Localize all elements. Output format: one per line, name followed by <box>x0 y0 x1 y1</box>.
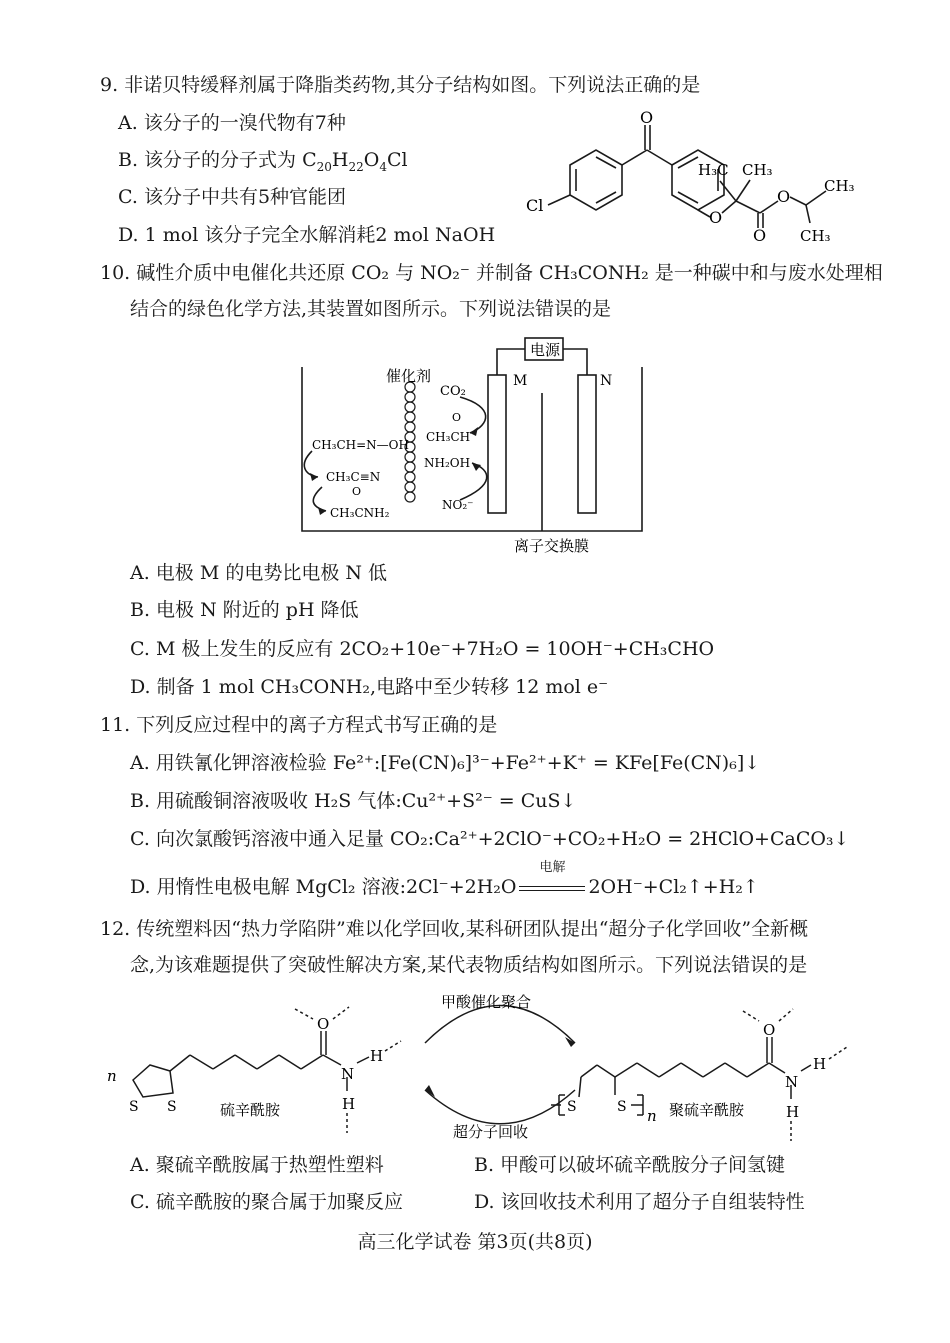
fenofibrate-o-ether: O <box>709 208 723 227</box>
polymer-h1: H <box>813 1055 827 1073</box>
monomer-n-atom: N <box>341 1065 355 1083</box>
q9-option-c: C. 该分子中共有5种官能团 <box>118 186 347 208</box>
aldehyde-o-label: O <box>452 411 462 424</box>
acetamide-label: CH₃CNH₂ <box>330 506 390 520</box>
q12-option-c: C. 硫辛酰胺的聚合属于加聚反应 <box>130 1191 403 1213</box>
oxime-label: CH₃CH=N—OH <box>312 438 409 452</box>
fenofibrate-h3c: H₃C <box>698 161 729 179</box>
power-label: 电源 <box>530 341 561 359</box>
monomer-s2: S <box>167 1099 177 1115</box>
fenofibrate-ch3-top: CH₃ <box>742 161 773 179</box>
q9-option-d: D. 1 mol 该分子完全水解消耗2 mol NaOH <box>118 224 496 246</box>
q12-stem-line1: 12. 传统塑料因“热力学陷阱”难以化学回收,某科研团队提出“超分子化学回收”全新概 <box>100 918 809 940</box>
q12-option-d: D. 该回收技术利用了超分子自组装特性 <box>474 1191 805 1213</box>
q9-stem: 9. 非诺贝特缓释剂属于降脂类药物,其分子结构如图。下列说法正确的是 <box>100 74 701 96</box>
q10-option-a: A. 电极 M 的电势比电极 N 低 <box>130 562 388 584</box>
fenofibrate-ch3-bottom: CH₃ <box>800 227 831 245</box>
q12-stem-line2: 念,为该难题提供了突破性解决方案,某代表物质结构如图所示。下列说法错误的是 <box>130 954 808 976</box>
monomer-h2: H <box>342 1095 356 1113</box>
q11-option-d: D. 用惰性电极电解 MgCl₂ 溶液:2Cl⁻+2H₂O 电解 2OH⁻+Cl₂↑+H₂↑ <box>130 860 759 898</box>
amide-o-label: O <box>352 485 362 498</box>
q11-stem: 11. 下列反应过程中的离子方程式书写正确的是 <box>100 714 498 736</box>
electrolysis-device <box>300 335 645 560</box>
nitrite-label: NO₂⁻ <box>442 498 474 512</box>
q10-stem-line2: 结合的绿色化学方法,其装置如图所示。下列说法错误的是 <box>130 298 612 320</box>
polymer-name: 聚硫辛酰胺 <box>669 1101 745 1119</box>
backward-reaction-label: 超分子回收 <box>453 1123 529 1141</box>
monomer-name: 硫辛酰胺 <box>220 1101 281 1119</box>
q9-option-a: A. 该分子的一溴代物有7种 <box>118 112 346 134</box>
q10-option-d: D. 制备 1 mol CH₃CONH₂,电路中至少转移 12 mol e⁻ <box>130 676 609 698</box>
fenofibrate-cl: Cl <box>526 196 544 215</box>
polymer-o: O <box>763 1021 776 1039</box>
fenofibrate-o-top: O <box>640 108 654 127</box>
q10-option-c: C. M 极上发生的反应有 2CO₂+10e⁻+7H₂O = 10OH⁻+CH₃CHO <box>130 638 715 660</box>
co2-label: CO₂ <box>440 384 466 399</box>
membrane-label: 离子交换膜 <box>514 537 590 555</box>
forward-reaction-label: 甲酸催化聚合 <box>441 993 532 1011</box>
q9-option-b: B. 该分子的分子式为 $C_{20}H_{22}O_4Cl$ <box>118 149 408 174</box>
catalyst-label: 催化剂 <box>386 367 432 385</box>
monomer-h1: H <box>370 1047 384 1065</box>
electrode-n-label: N <box>600 373 613 389</box>
polymer-s1: S <box>567 1099 577 1115</box>
electrode-m-label: M <box>513 373 528 389</box>
polymer-n: n <box>647 1107 657 1125</box>
monomer-o: O <box>317 1015 330 1033</box>
fenofibrate-structure <box>520 105 860 245</box>
q12-option-a: A. 聚硫辛酰胺属于热塑性塑料 <box>130 1154 384 1176</box>
q11-option-b: B. 用硫酸铜溶液吸收 H₂S 气体:Cu²⁺+S²⁻ = CuS↓ <box>130 790 577 812</box>
acetaldehyde-label: CH₃CH <box>426 430 471 444</box>
polymer-s2: S <box>617 1099 627 1115</box>
q12-option-b: B. 甲酸可以破坏硫辛酰胺分子间氢键 <box>474 1154 786 1176</box>
q10-stem-line1: 10. 碱性介质中电催化共还原 CO₂ 与 NO₂⁻ 并制备 CH₃CONH₂ 是一种碳中和与废水处理相 <box>100 262 883 284</box>
electrolysis-condition: 电解 <box>539 860 566 875</box>
q10-option-b: B. 电极 N 附近的 pH 降低 <box>130 599 359 621</box>
nitrile-label: CH₃C≡N <box>326 470 381 484</box>
page-footer: 高三化学试卷 第3页(共8页) <box>357 1231 593 1253</box>
fenofibrate-o-carbonyl: O <box>753 226 767 245</box>
monomer-s1: S <box>129 1099 139 1115</box>
fenofibrate-ch3-right: CH₃ <box>824 177 855 195</box>
polymer-h2: H <box>786 1103 800 1121</box>
q11-option-a: A. 用铁氰化钾溶液检验 Fe²⁺:[Fe(CN)₆]³⁻+Fe²⁺+K⁺ = KFe[Fe(CN)₆]↓ <box>130 752 761 774</box>
fenofibrate-o-ester: O <box>777 187 791 206</box>
polymer-n-atom: N <box>785 1073 799 1091</box>
monomer-n: n <box>107 1067 117 1085</box>
q11-option-c: C. 向次氯酸钙溶液中通入足量 CO₂:Ca²⁺+2ClO⁻+CO₂+H₂O = 2HClO+CaCO₃↓ <box>130 828 850 850</box>
lipoamide-scheme <box>95 985 855 1145</box>
hydroxylamine-label: NH₂OH <box>424 456 471 470</box>
